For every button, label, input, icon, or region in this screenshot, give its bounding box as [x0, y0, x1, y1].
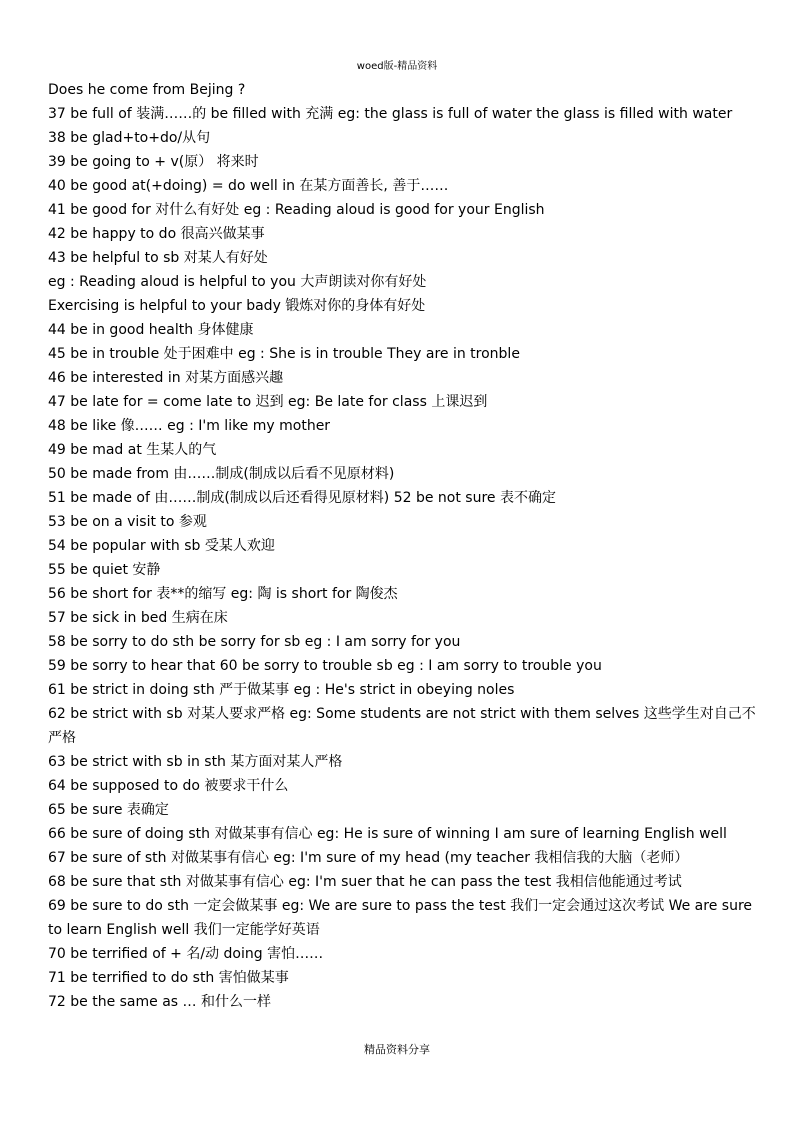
text-line: 46 be interested in 对某方面感兴趣: [48, 370, 284, 386]
text-line: 67 be sure of sth 对做某事有信心 eg: I'm sure of my head (my teacher 我相信我的大脑（老师）: [48, 850, 689, 866]
text-line: 63 be strict with sb in sth 某方面对某人严格: [48, 754, 343, 770]
text-line: 65 be sure 表确定: [48, 802, 169, 818]
text-line: 69 be sure to do sth 一定会做某事 eg: We are sure to pass the test 我们一定会通过这次考试 We are sure to learn English well 我们一定能学好英语: [48, 898, 753, 938]
page-header: woed版-精品资料: [356, 61, 438, 72]
text-line: 54 be popular with sb 受某人欢迎: [48, 538, 275, 554]
text-line: Does he come from Bejing ?: [48, 82, 246, 98]
text-line: 41 be good for 对什么有好处 eg : Reading aloud is good for your English: [48, 202, 545, 218]
text-line: 42 be happy to do 很高兴做某事: [48, 226, 265, 242]
text-line: 71 be terrified to do sth 害怕做某事: [48, 970, 289, 986]
text-line: 50 be made from 由……制成(制成以后看不见原材料): [48, 466, 395, 482]
page-footer: 精品资料分享: [364, 1043, 430, 1056]
text-line: 53 be on a visit to 参观: [48, 514, 207, 530]
text-line: 59 be sorry to hear that 60 be sorry to trouble sb eg : I am sorry to trouble you: [48, 658, 602, 674]
text-line: 49 be mad at 生某人的气: [48, 442, 217, 458]
text-line: 43 be helpful to sb 对某人有好处: [48, 250, 268, 266]
text-line: 37 be full of 装满……的 be filled with 充满 eg: the glass is full of water the glass is filled with water: [48, 106, 733, 122]
text-line: 40 be good at(+doing) = do well in 在某方面善长, 善于……: [48, 178, 449, 194]
text-line: 38 be glad+to+do/从句: [48, 130, 211, 146]
text-line: 62 be strict with sb 对某人要求严格 eg: Some students are not strict with them selves 这些学生对自己不严格: [48, 706, 756, 746]
text-line: 39 be going to + v(原） 将来时: [48, 154, 259, 170]
text-line: 56 be short for 表**的缩写 eg: 陶 is short for 陶俊杰: [48, 586, 398, 602]
text-line: 66 be sure of doing sth 对做某事有信心 eg: He is sure of winning I am sure of learning English well: [48, 826, 727, 842]
text-line: Exercising is helpful to your bady 锻炼对你的身体有好处: [48, 298, 426, 314]
text-line: 58 be sorry to do sth be sorry for sb eg : I am sorry for you: [48, 634, 461, 650]
text-line: eg : Reading aloud is helpful to you 大声朗读对你有好处: [48, 274, 427, 290]
text-line: 68 be sure that sth 对做某事有信心 eg: I'm suer that he can pass the test 我相信他能通过考试: [48, 874, 682, 890]
text-line: 45 be in trouble 处于困难中 eg : She is in trouble They are in tronble: [48, 346, 520, 362]
text-line: 61 be strict in doing sth 严于做某事 eg : He's strict in obeying noles: [48, 682, 515, 698]
text-line: 55 be quiet 安静: [48, 562, 161, 578]
text-line: 44 be in good health 身体健康: [48, 322, 254, 338]
text-line: 57 be sick in bed 生病在床: [48, 610, 228, 626]
text-line: 47 be late for = come late to 迟到 eg: Be late for class 上课迟到: [48, 394, 488, 410]
document-body: [48, 78, 760, 1014]
text-line: 51 be made of 由……制成(制成以后还看得见原材料) 52 be not sure 表不确定: [48, 490, 556, 506]
text-line: 64 be supposed to do 被要求干什么: [48, 778, 289, 794]
text-line: 48 be like 像…… eg : I'm like my mother: [48, 418, 331, 434]
text-line: 72 be the same as … 和什么一样: [48, 994, 271, 1010]
text-line: 70 be terrified of + 名/动 doing 害怕……: [48, 946, 324, 962]
